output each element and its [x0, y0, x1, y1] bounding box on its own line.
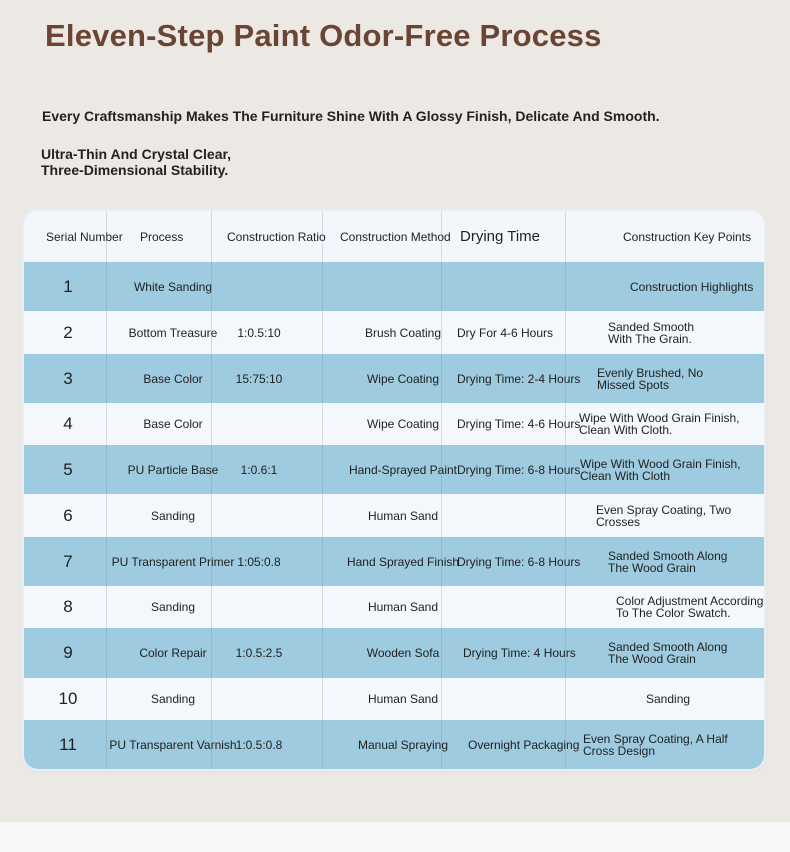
column-divider — [565, 211, 566, 769]
construction-ratio-cell: 15:75:10 — [235, 371, 283, 386]
serial-number-cell: 4 — [63, 414, 73, 433]
column-divider — [322, 211, 323, 769]
drying-time-cell: Drying Time: 6-8 Hours — [457, 462, 581, 477]
key-point-line: Clean With Cloth. — [579, 423, 673, 437]
drying-time-cell: Drying Time: 2-4 Hours — [457, 371, 581, 386]
construction-key-points-cell — [580, 445, 741, 494]
serial-number-cell: 9 — [63, 643, 73, 662]
key-point-line: Wipe With Wood Grain Finish, — [580, 456, 741, 471]
drying-time-cell: Drying Time: 4 Hours — [463, 646, 576, 660]
construction-key-points-cell — [583, 720, 728, 769]
serial-number-cell: 7 — [63, 551, 73, 571]
construction-ratio-cell: 1:0.5:0.8 — [235, 737, 283, 752]
construction-ratio-cell: 1:0.5:10 — [237, 325, 281, 340]
construction-key-points-cell — [608, 311, 694, 354]
process-cell: Base Color — [143, 417, 203, 431]
serial-number-cell: 6 — [63, 505, 73, 525]
key-point-line: Even Spray Coating, Two — [596, 502, 732, 517]
table-row — [24, 494, 764, 537]
process-cell: PU Particle Base — [127, 462, 219, 477]
serial-number-cell: 2 — [63, 322, 73, 342]
construction-method-cell: Hand-Sprayed Paint — [348, 462, 458, 477]
table-row — [24, 403, 764, 445]
key-point-line: Wipe With Wood Grain Finish, — [579, 411, 740, 425]
construction-ratio-cell: 1:05:0.8 — [237, 554, 281, 569]
table-row — [24, 262, 764, 311]
key-point-line: The Wood Grain — [608, 652, 696, 666]
table-row — [24, 311, 764, 354]
construction-key-points-cell — [646, 678, 690, 720]
construction-method-cell: Wipe Coating — [366, 371, 440, 386]
key-point-line: Sanded Smooth — [608, 319, 695, 334]
header-process: Process — [140, 229, 184, 244]
construction-method-cell: Hand Sprayed Finish — [346, 554, 460, 569]
construction-method-cell: Human Sand — [367, 600, 439, 614]
construction-ratio-cell — [233, 678, 285, 720]
key-point-line: To The Color Swatch. — [616, 606, 731, 620]
page-title: Eleven-Step Paint Odor-Free Process — [45, 18, 602, 53]
process-table-grid — [24, 211, 764, 769]
construction-key-points-cell — [630, 262, 753, 311]
process-cell: White Sanding — [133, 279, 213, 294]
key-point-line: Construction Highlights — [630, 279, 754, 294]
construction-method-cell: Human Sand — [367, 508, 439, 523]
table-row — [24, 628, 764, 678]
construction-method-cell: Human Sand — [367, 692, 439, 706]
serial-number-cell: 5 — [63, 459, 73, 479]
construction-key-points-cell — [608, 537, 727, 586]
table-row — [24, 537, 764, 586]
table-row — [24, 354, 764, 403]
process-cell: Bottom Treasure — [128, 325, 218, 340]
header-drying-time: Drying Time — [460, 227, 541, 245]
feature-line: Ultra-Thin And Crystal Clear, — [41, 146, 232, 162]
construction-ratio-cell — [233, 262, 285, 311]
serial-number-cell: 11 — [59, 734, 77, 754]
page-subtitle: Every Craftsmanship Makes The Furniture Shine With A Glossy Finish, Delicate And Smooth. — [42, 108, 660, 124]
construction-method-cell — [344, 262, 462, 311]
key-point-line: Color Adjustment According — [616, 594, 764, 608]
table-row — [24, 678, 764, 720]
serial-number-cell: 1 — [63, 276, 73, 296]
key-point-line: Cross Design — [583, 743, 656, 758]
drying-time-cell: Overnight Packaging — [468, 737, 580, 752]
table-row — [24, 445, 764, 494]
construction-key-points-cell — [579, 403, 740, 445]
bottom-strip — [0, 822, 790, 852]
construction-ratio-cell — [233, 403, 285, 445]
process-cell: PU Transparent Primer — [111, 554, 235, 569]
drying-time-cell: Dry For 4-6 Hours — [457, 325, 554, 340]
construction-method-cell: Brush Coating — [364, 325, 442, 340]
feature-line: Three-Dimensional Stability. — [41, 162, 229, 178]
construction-ratio-cell: 1:0.6:1 — [240, 462, 278, 477]
construction-method-cell: Wipe Coating — [366, 417, 440, 431]
feature-text — [41, 146, 231, 178]
construction-key-points-cell — [608, 628, 727, 678]
process-cell: PU Transparent Varnish — [109, 737, 237, 752]
process-cell: Sanding — [150, 692, 196, 706]
process-cell: Base Color — [143, 371, 203, 386]
key-point-line: Crosses — [596, 514, 641, 529]
table-row — [24, 720, 764, 769]
construction-key-points-cell — [596, 494, 731, 537]
construction-ratio-cell — [233, 586, 285, 628]
construction-key-points-cell — [616, 586, 763, 628]
process-cell: Sanding — [150, 600, 196, 614]
drying-time-cell: Drying Time: 6-8 Hours — [457, 554, 581, 569]
process-table — [24, 211, 764, 769]
process-cell: Sanding — [150, 508, 196, 523]
key-point-line: With The Grain. — [608, 331, 692, 346]
serial-number-cell: 10 — [58, 689, 78, 708]
key-point-line: The Wood Grain — [608, 560, 696, 575]
key-point-line: Even Spray Coating, A Half — [583, 731, 728, 746]
table-row — [24, 586, 764, 628]
key-point-line: Missed Spots — [597, 377, 670, 392]
column-divider — [106, 211, 107, 769]
construction-key-points-cell — [597, 354, 703, 403]
header-construction-method: Construction Method — [340, 229, 451, 244]
key-point-line: Evenly Brushed, No — [597, 365, 704, 380]
key-point-line: Clean With Cloth — [580, 468, 671, 483]
serial-number-cell: 8 — [63, 597, 73, 616]
serial-number-cell: 3 — [63, 368, 73, 388]
drying-time-cell: Drying Time: 4-6 Hours — [457, 417, 581, 431]
column-divider — [441, 211, 442, 769]
header-construction-key-points: Construction Key Points — [623, 229, 752, 244]
table-header-row — [24, 211, 764, 262]
header-serial-number: Serial Number — [46, 229, 123, 244]
construction-ratio-cell: 1:0.5:2.5 — [235, 646, 283, 660]
key-point-line: Sanding — [646, 692, 691, 706]
key-point-line: Sanded Smooth Along — [608, 640, 728, 654]
construction-method-cell: Manual Spraying — [357, 737, 449, 752]
key-point-line: Sanded Smooth Along — [608, 548, 728, 563]
construction-ratio-cell — [233, 494, 285, 537]
column-divider — [211, 211, 212, 769]
construction-method-cell: Wooden Sofa — [366, 646, 440, 660]
header-construction-ratio: Construction Ratio — [227, 229, 326, 244]
process-cell: Color Repair — [139, 646, 207, 660]
